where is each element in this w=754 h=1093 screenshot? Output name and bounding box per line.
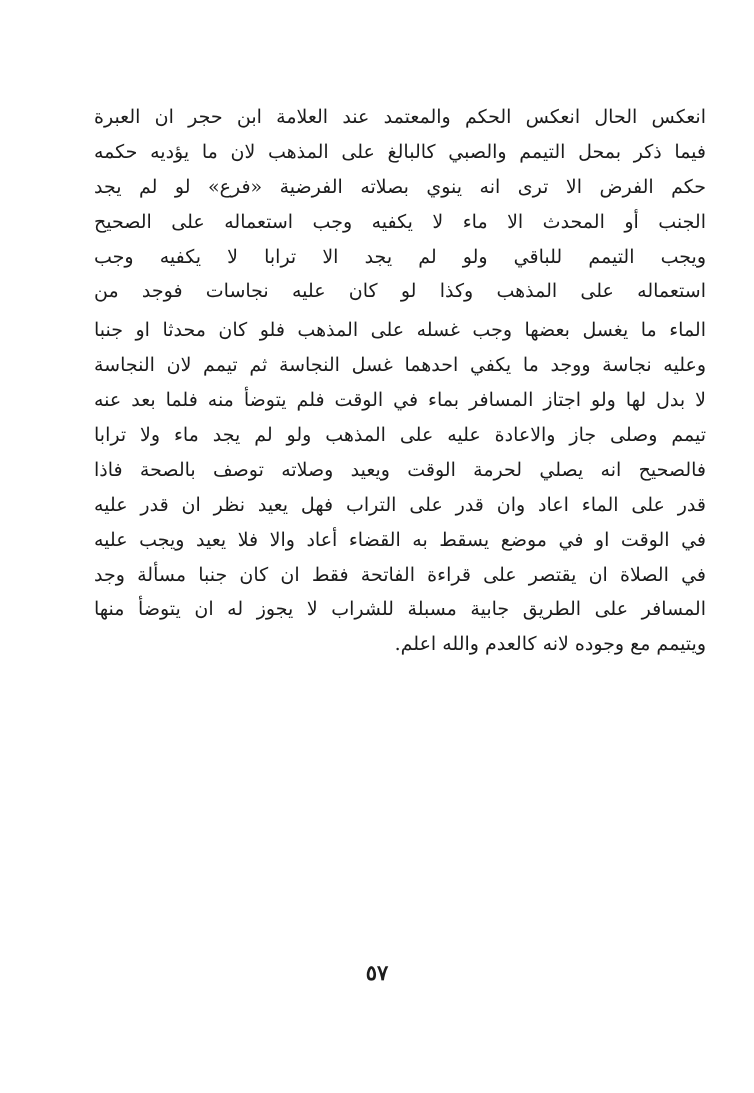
text-line: انعكس الحال انعكس الحكم والمعتمد عند العلامة ابن حجر ان العبرة — [94, 106, 706, 128]
text-line: قدر على الماء اعاد وان قدر على التراب فهل يعيد نظر ان قدر عليه — [94, 493, 706, 516]
text-line: ويجب التيمم للباقي ولو لم يجد الا ترابا لا يكفيه وجب — [94, 245, 706, 268]
text-line: في الصلاة ان يقتصر على قراءة الفاتحة فقط ان كان جنبا مسألة وجد — [94, 563, 706, 586]
text-line: فالصحيح انه يصلي لحرمة الوقت ويعيد وصلاته توصف بالصحة فاذا — [94, 458, 706, 481]
text-line: استعماله على المذهب وكذا لو كان عليه نجاسات فوجد من — [94, 280, 706, 303]
text-line: حكم الفرض الا ترى انه ينوي بصلاته الفرضية «فرع» لو لم يجد — [94, 175, 706, 198]
body-text — [94, 100, 706, 662]
text-line: فيما ذكر بمحل التيمم والصبي كالبالغ على المذهب لان ما يؤديه حكمه — [94, 140, 706, 163]
text-line: ويتيمم مع وجوده لانه كالعدم والله اعلم. — [394, 633, 706, 656]
text-line: وعليه نجاسة ووجد ما يكفي احدهما غسل النجاسة ثم تيمم لان النجاسة — [94, 354, 706, 377]
text-line: لا بدل لها ولو اجتاز المسافر بماء في الوقت فلم يتوضأ منه فلما بعد عنه — [94, 389, 706, 412]
text-line: الجنب أو المحدث الا ماء لا يكفيه وجب استعماله على الصحيح — [94, 210, 706, 233]
text-line: تيمم وصلى جاز والاعادة عليه على المذهب ولو لم يجد ماء ولا ترابا — [94, 424, 706, 447]
text-line: في الوقت او في موضع يسقط به القضاء أعاد والا فلا يعيد ويجب عليه — [94, 528, 706, 551]
text-line: الماء ما يغسل بعضها وجب غسله على المذهب فلو كان محدثا او جنبا — [94, 319, 706, 342]
text-line: المسافر على الطريق جابية مسبلة للشراب لا يجوز له ان يتوضأ منها — [94, 598, 706, 621]
page-number: ٥٧ — [365, 960, 389, 985]
